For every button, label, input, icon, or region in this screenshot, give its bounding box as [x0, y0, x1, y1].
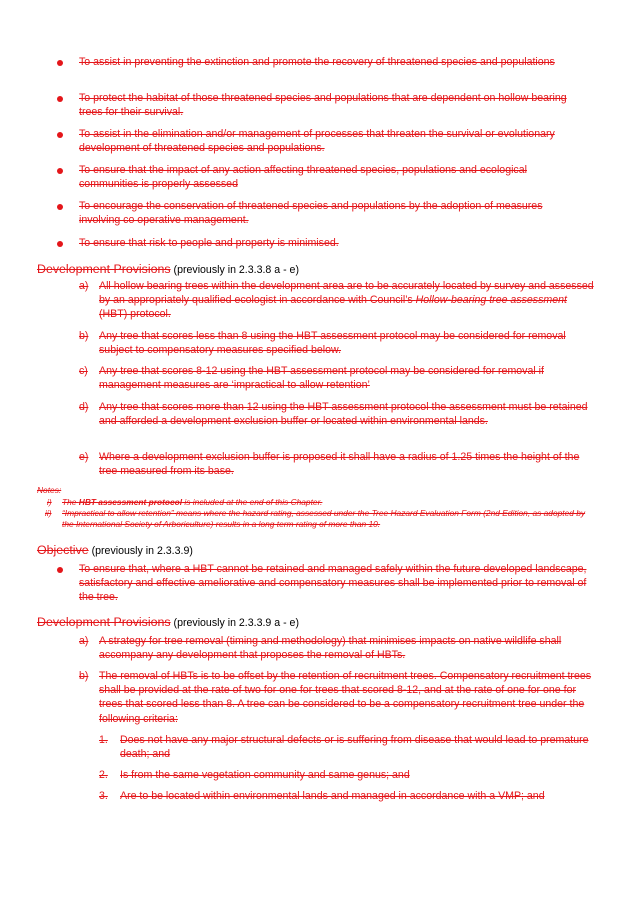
item-text: Any tree that scores less than 8 using the HBT assessment protocol may be considered for removal subject to compensatory measures specified below. — [99, 330, 566, 357]
bullet-icon — [57, 96, 63, 102]
bullet-icon — [57, 168, 63, 174]
item-marker: d) — [79, 401, 89, 413]
item-marker: e) — [79, 451, 89, 463]
item-marker: b) — [79, 330, 89, 342]
note-marker: i) — [47, 497, 52, 507]
section-heading-development-provisions — [37, 615, 299, 631]
item-marker: c) — [79, 365, 88, 377]
item-text: Are to be located within environmental lands and managed in accordance with a VMP; and — [120, 790, 545, 802]
bullet-icon — [57, 241, 63, 247]
bullet-text: To assist in preventing the extinction and promote the recovery of threatened species and populations — [79, 56, 555, 68]
item-marker: a) — [79, 635, 89, 647]
section-heading-objective — [37, 543, 193, 559]
heading-reference: (previously in 2.3.3.9 a - e) — [170, 617, 299, 629]
item-text: Is from the same vegetation community and same genus; and — [120, 769, 410, 781]
note-text: The HBT assessment protocol is included at the end of this Chapter. — [62, 497, 323, 507]
note-text: “Impractical to allow retention” means where the hazard rating, assessed under the Tree Hazard Evaluation Form (2nd Edition, as adopted by the International Society of Arboriculture) results in a long term rating of more than 10. — [62, 508, 586, 529]
item-text: Where a development exclusion buffer is proposed it shall have a radius of 1.25 times the height of the tree measured from its base. — [99, 451, 580, 478]
heading-text: Development Provisions — [37, 262, 171, 276]
item-marker: b) — [79, 670, 89, 682]
item-text: The removal of HBTs is to be offset by the retention of recruitment trees. Compensatory recruitment trees shall be provided at the rate of two for one for trees that scored 8-12, and at the rate of one for one for trees that scored less than 8. A tree can be considered to be a compensatory recruitment tree under the following criteria: — [99, 670, 592, 725]
bullet-text: To encourage the conservation of threatened species and populations by the adoption of measures involving co operative management. — [79, 200, 543, 227]
heading-reference: (previously in 2.3.3.9) — [88, 545, 193, 557]
bullet-icon — [57, 567, 63, 573]
item-text: Any tree that scores more than 12 using the HBT assessment protocol the assessment must be retained and afforded a development exclusion buffer or located within environmental lands. — [99, 401, 588, 428]
bullet-text: To ensure that the impact of any action affecting threatened species, populations and ecological communities is properly assessed — [79, 164, 527, 191]
bullet-icon — [57, 204, 63, 210]
heading-text: Objective — [37, 543, 89, 557]
item-text: A strategy for tree removal (timing and methodology) that minimises impacts on native wildlife shall accompany any development that proposes the removal of HBTs. — [99, 635, 562, 662]
bullet-text: To assist in the elimination and/or management of processes that threaten the survival or evolutionary development of threatened species and populations. — [79, 128, 555, 155]
bullet-icon — [57, 60, 63, 66]
item-text: All hollow bearing trees within the development area are to be accurately located by survey and assessed by an appropriately qualified ecologist in accordance with Council’s Hollow-bearing tree assessment (HBT) protocol. — [99, 280, 594, 321]
item-marker: a) — [79, 280, 89, 292]
item-marker: 1. — [99, 734, 108, 746]
heading-text: Development Provisions — [37, 615, 171, 629]
item-text: Does not have any major structural defects or is suffering from disease that would lead to premature death; and — [120, 734, 589, 761]
bullet-text: To ensure that, where a HBT cannot be retained and managed safely within the future developed landscape, satisfactory and effective ameliorative and compensatory measures shall be implemented prior to removal of the tree. — [79, 563, 587, 604]
bullet-text: To ensure that risk to people and property is minimised. — [79, 237, 339, 249]
item-marker: 2. — [99, 769, 108, 781]
section-heading-development-provisions — [37, 262, 299, 278]
notes-title: Notes: — [37, 485, 62, 495]
note-marker: ii) — [45, 508, 52, 518]
bullet-icon — [57, 132, 63, 138]
heading-reference: (previously in 2.3.3.8 a - e) — [170, 264, 299, 276]
item-text: Any tree that scores 8-12 using the HBT assessment protocol may be considered for removal if management measures are ‘impractical to allow retention’ — [99, 365, 544, 392]
bullet-text: To protect the habitat of those threatened species and populations that are dependent on hollow bearing trees for their survival. — [79, 92, 567, 119]
item-marker: 3. — [99, 790, 108, 802]
